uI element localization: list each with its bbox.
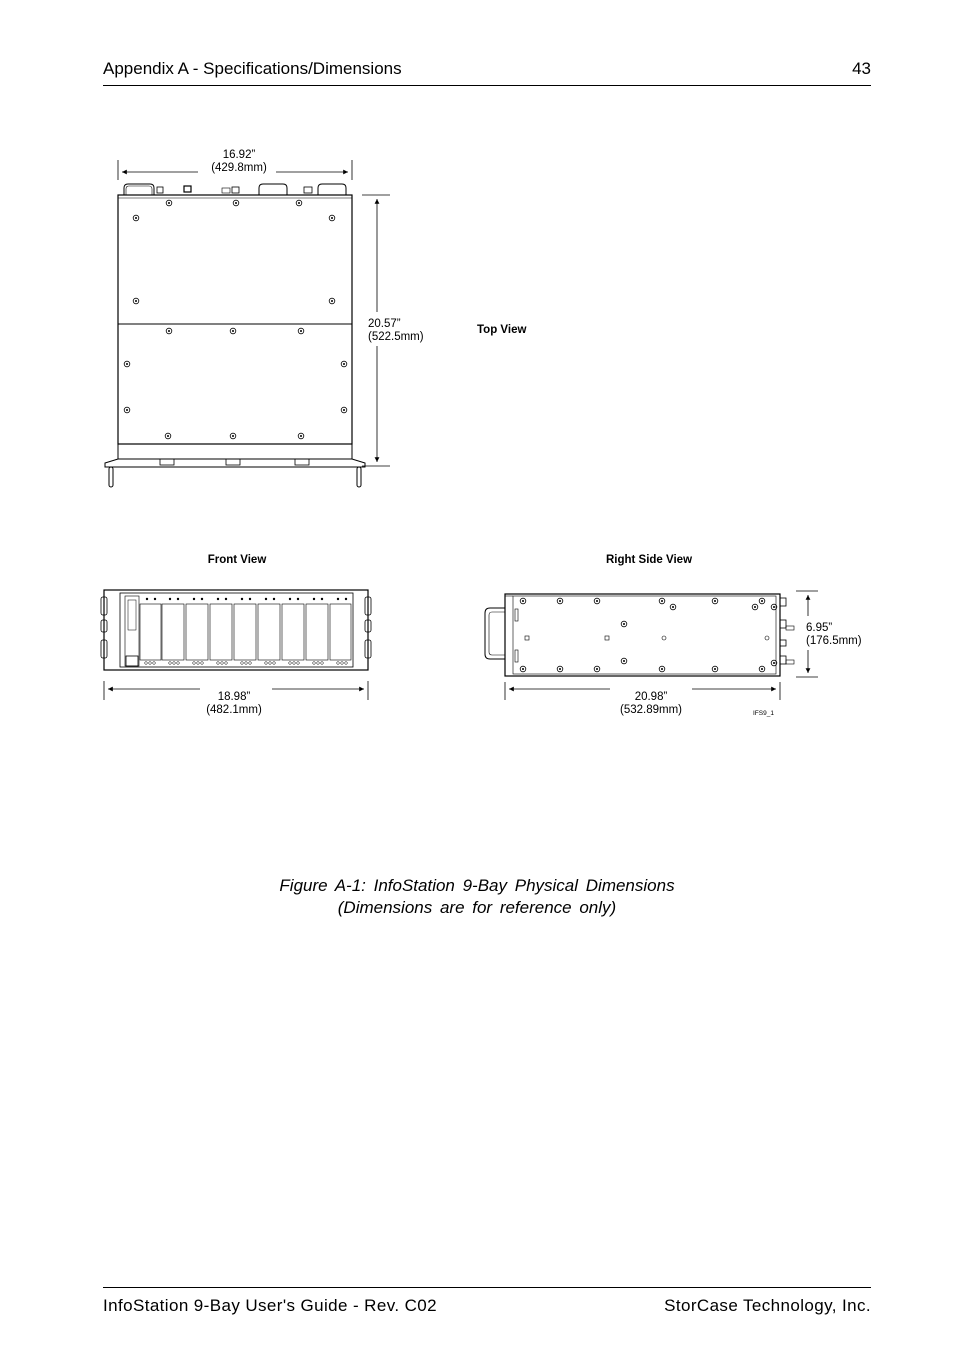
top-width-in-label: 16.92” xyxy=(222,149,256,161)
front-width-mm-label: (482.1mm) xyxy=(206,704,262,716)
side-height-in-label: 6.95” xyxy=(806,622,833,634)
top-depth-in-label: 20.57” xyxy=(368,318,401,330)
top-view-label: Top View xyxy=(477,324,527,336)
side-height-mm-label: (176.5mm) xyxy=(806,635,862,647)
footer-company-name: StorCase Technology, Inc. xyxy=(664,1296,871,1315)
front-view-label: Front View xyxy=(207,554,267,566)
side-depth-mm-label: (532.89mm) xyxy=(620,704,682,716)
page-footer xyxy=(103,1287,871,1318)
header-title: Appendix A - Specifications/Dimensions xyxy=(103,59,402,78)
page-number: 43 xyxy=(852,59,871,78)
footer-document-title: InfoStation 9-Bay User's Guide - Rev. C02 xyxy=(103,1296,437,1315)
side-depth-in-label: 20.98” xyxy=(634,691,668,703)
top-width-mm-label: (429.8mm) xyxy=(211,162,267,174)
right-side-view-label: Right Side View xyxy=(605,554,693,566)
top-depth-mm-label: (522.5mm) xyxy=(368,331,424,343)
figure-caption-line2: (Dimensions are for reference only) xyxy=(337,898,617,917)
front-width-in-label: 18.98” xyxy=(217,691,251,703)
right-side-view xyxy=(485,591,818,700)
figure-caption-line1: Figure A-1: InfoStation 9-Bay Physical Dimensions xyxy=(279,876,675,895)
front-view xyxy=(101,590,371,700)
drawing-id-label: IFS9_1 xyxy=(753,710,774,717)
top-view xyxy=(105,160,390,487)
